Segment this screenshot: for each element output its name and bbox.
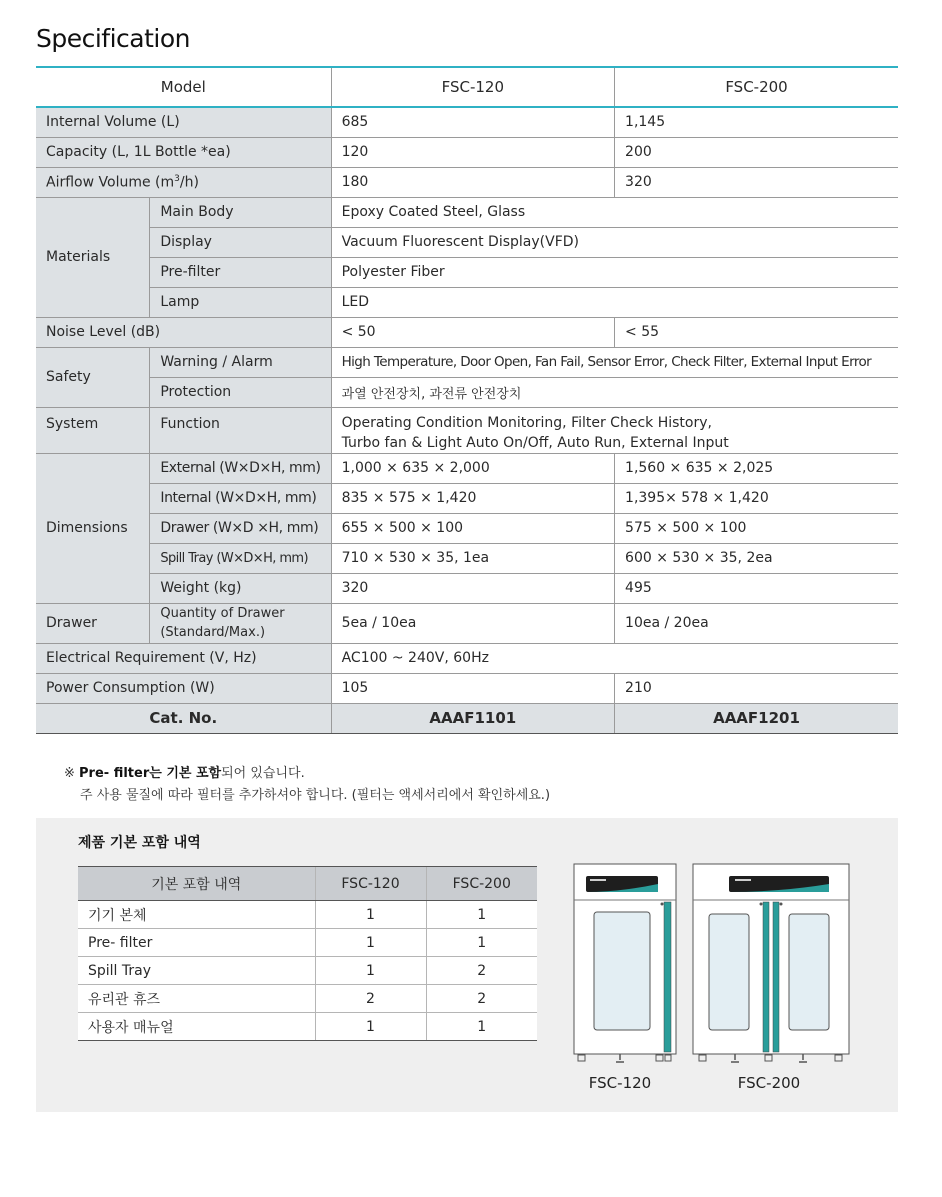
spec-value: 180 bbox=[331, 167, 614, 197]
spec-row-electrical bbox=[36, 643, 898, 673]
spec-value: < 50 bbox=[331, 317, 614, 347]
spec-row-dimensions-external bbox=[36, 453, 898, 483]
spec-sublabel: Weight (kg) bbox=[150, 573, 331, 603]
spec-value bbox=[331, 407, 898, 453]
spec-value: 600 × 530 × 35, 2ea bbox=[615, 543, 898, 573]
spec-value: 105 bbox=[331, 673, 614, 703]
table-row bbox=[78, 901, 537, 929]
spec-group-label: Safety bbox=[36, 347, 150, 407]
note-mark: ※ bbox=[64, 766, 80, 781]
spec-row-airflow bbox=[36, 167, 898, 197]
system-function-line-1: Operating Condition Monitoring, Filter Check History, bbox=[341, 414, 712, 431]
table-row bbox=[78, 985, 537, 1013]
spec-row-drawer bbox=[36, 603, 898, 643]
spec-row-dimensions-internal bbox=[36, 483, 898, 513]
cat-no-fsc200: AAAF1201 bbox=[615, 703, 898, 733]
item-name: 기기 본체 bbox=[78, 901, 315, 929]
item-qty-fsc200: 1 bbox=[426, 901, 537, 929]
spec-sublabel: Function bbox=[150, 407, 331, 453]
model-fsc200-header: FSC-200 bbox=[615, 67, 898, 107]
item-qty-fsc120: 1 bbox=[315, 1013, 426, 1041]
cat-no-label: Cat. No. bbox=[36, 703, 331, 733]
spec-sublabel: External (W×D×H, mm) bbox=[150, 453, 331, 483]
table-row bbox=[78, 929, 537, 957]
spec-value: High Temperature, Door Open, Fan Fail, Sensor Error, Check Filter, External Input Error bbox=[331, 347, 898, 377]
spec-row-materials-lamp bbox=[36, 287, 898, 317]
spec-row-cat-no bbox=[36, 703, 898, 733]
airflow-label-unit: /h) bbox=[179, 174, 199, 191]
spec-row-dimensions-spill-tray bbox=[36, 543, 898, 573]
spec-row-materials-display bbox=[36, 227, 898, 257]
spec-sublabel: Internal (W×D×H, mm) bbox=[150, 483, 331, 513]
spec-row-dimensions-drawer bbox=[36, 513, 898, 543]
spec-value: 10ea / 20ea bbox=[615, 603, 898, 643]
item-qty-fsc120: 2 bbox=[315, 985, 426, 1013]
spec-label bbox=[36, 167, 331, 197]
spec-label: Electrical Requirement (V, Hz) bbox=[36, 643, 331, 673]
included-header-row bbox=[78, 867, 537, 901]
item-name: Pre- filter bbox=[78, 929, 315, 957]
spec-label: Capacity (L, 1L Bottle *ea) bbox=[36, 137, 331, 167]
page-title: Specification bbox=[36, 24, 191, 53]
item-qty-fsc200: 1 bbox=[426, 929, 537, 957]
spec-value: Vacuum Fluorescent Display(VFD) bbox=[331, 227, 898, 257]
spec-row-internal-volume bbox=[36, 107, 898, 137]
spec-sublabel: Pre-filter bbox=[150, 257, 331, 287]
fsc120-image-label: FSC-120 bbox=[588, 1074, 652, 1092]
spec-row-materials-main-body bbox=[36, 197, 898, 227]
model-fsc120-header: FSC-120 bbox=[331, 67, 614, 107]
spec-value: 1,000 × 635 × 2,000 bbox=[331, 453, 614, 483]
spec-group-label: Materials bbox=[36, 197, 150, 317]
item-qty-fsc200: 2 bbox=[426, 957, 537, 985]
spec-value: Polyester Fiber bbox=[331, 257, 898, 287]
item-name: Spill Tray bbox=[78, 957, 315, 985]
spec-value: LED bbox=[331, 287, 898, 317]
item-qty-fsc120: 1 bbox=[315, 957, 426, 985]
spec-value: 320 bbox=[331, 573, 614, 603]
spec-value: 655 × 500 × 100 bbox=[331, 513, 614, 543]
cat-no-fsc120: AAAF1101 bbox=[331, 703, 614, 733]
spec-row-power bbox=[36, 673, 898, 703]
spec-sublabel: Display bbox=[150, 227, 331, 257]
included-header-item: 기본 포함 내역 bbox=[78, 867, 315, 901]
spec-value: AC100 ~ 240V, 60Hz bbox=[331, 643, 898, 673]
spec-row-capacity bbox=[36, 137, 898, 167]
note-bold: Pre- filter는 기본 포함 bbox=[79, 766, 222, 781]
note-line-1 bbox=[64, 763, 550, 785]
fsc200-image-label: FSC-200 bbox=[737, 1074, 801, 1092]
spec-row-dimensions-weight bbox=[36, 573, 898, 603]
drawer-qty-line-1: Quantity of Drawer bbox=[160, 606, 285, 621]
note-rest: 되어 있습니다. bbox=[221, 766, 305, 781]
included-header-fsc200: FSC-200 bbox=[426, 867, 537, 901]
spec-value: 320 bbox=[615, 167, 898, 197]
drawer-qty-line-2: (Standard/Max.) bbox=[160, 625, 266, 640]
spec-sublabel: Lamp bbox=[150, 287, 331, 317]
spec-value: 210 bbox=[615, 673, 898, 703]
table-row bbox=[78, 1013, 537, 1041]
spec-value: 과열 안전장치, 과전류 안전장치 bbox=[331, 377, 898, 407]
spec-sublabel: Drawer (W×D ×H, mm) bbox=[150, 513, 331, 543]
airflow-label-sup: 3 bbox=[174, 173, 180, 184]
spec-sublabel: Main Body bbox=[150, 197, 331, 227]
spec-value: 1,395× 578 × 1,420 bbox=[615, 483, 898, 513]
item-qty-fsc120: 1 bbox=[315, 901, 426, 929]
spec-value: Epoxy Coated Steel, Glass bbox=[331, 197, 898, 227]
spec-value: 1,145 bbox=[615, 107, 898, 137]
item-qty-fsc200: 1 bbox=[426, 1013, 537, 1041]
table-row bbox=[78, 957, 537, 985]
item-qty-fsc120: 1 bbox=[315, 929, 426, 957]
spec-value: 575 × 500 × 100 bbox=[615, 513, 898, 543]
spec-value: 835 × 575 × 1,420 bbox=[331, 483, 614, 513]
included-header-fsc120: FSC-120 bbox=[315, 867, 426, 901]
specification-table bbox=[36, 66, 898, 734]
note-line-2: 주 사용 물질에 따라 필터를 추가하셔야 합니다. (필터는 액세서리에서 확인하세요.) bbox=[80, 788, 551, 803]
spec-row-materials-prefilter bbox=[36, 257, 898, 287]
spec-label: Noise Level (dB) bbox=[36, 317, 331, 347]
fsc120-cabinet-image bbox=[570, 862, 680, 1066]
spec-value: 5ea / 10ea bbox=[331, 603, 614, 643]
item-name: 유리관 휴즈 bbox=[78, 985, 315, 1013]
spec-value: 685 bbox=[331, 107, 614, 137]
item-name: 사용자 매뉴얼 bbox=[78, 1013, 315, 1041]
included-title: 제품 기본 포함 내역 bbox=[78, 835, 201, 851]
spec-group-label: System bbox=[36, 407, 150, 453]
spec-row-safety-protection bbox=[36, 377, 898, 407]
spec-sublabel: Protection bbox=[150, 377, 331, 407]
fsc200-cabinet-image bbox=[689, 862, 853, 1066]
spec-group-label: Dimensions bbox=[36, 453, 150, 603]
spec-value: 200 bbox=[615, 137, 898, 167]
spec-value: 120 bbox=[331, 137, 614, 167]
spec-value: 495 bbox=[615, 573, 898, 603]
spec-value: 1,560 × 635 × 2,025 bbox=[615, 453, 898, 483]
spec-value: 710 × 530 × 35, 1ea bbox=[331, 543, 614, 573]
spec-header-row bbox=[36, 67, 898, 107]
spec-label: Power Consumption (W) bbox=[36, 673, 331, 703]
spec-row-noise bbox=[36, 317, 898, 347]
spec-group-label: Drawer bbox=[36, 603, 150, 643]
model-header: Model bbox=[36, 67, 331, 107]
included-items-table bbox=[78, 866, 537, 1041]
spec-value: < 55 bbox=[615, 317, 898, 347]
spec-sublabel: Warning / Alarm bbox=[150, 347, 331, 377]
prefilter-note bbox=[64, 763, 550, 807]
airflow-label-text: Airflow Volume (m bbox=[46, 174, 175, 191]
spec-row-system bbox=[36, 407, 898, 453]
spec-sublabel: Spill Tray (W×D×H, mm) bbox=[150, 543, 331, 573]
spec-label: Internal Volume (L) bbox=[36, 107, 331, 137]
item-qty-fsc200: 2 bbox=[426, 985, 537, 1013]
spec-row-safety-warning bbox=[36, 347, 898, 377]
spec-sublabel bbox=[150, 603, 331, 643]
system-function-line-2: Turbo fan & Light Auto On/Off, Auto Run, External Input bbox=[341, 434, 729, 451]
